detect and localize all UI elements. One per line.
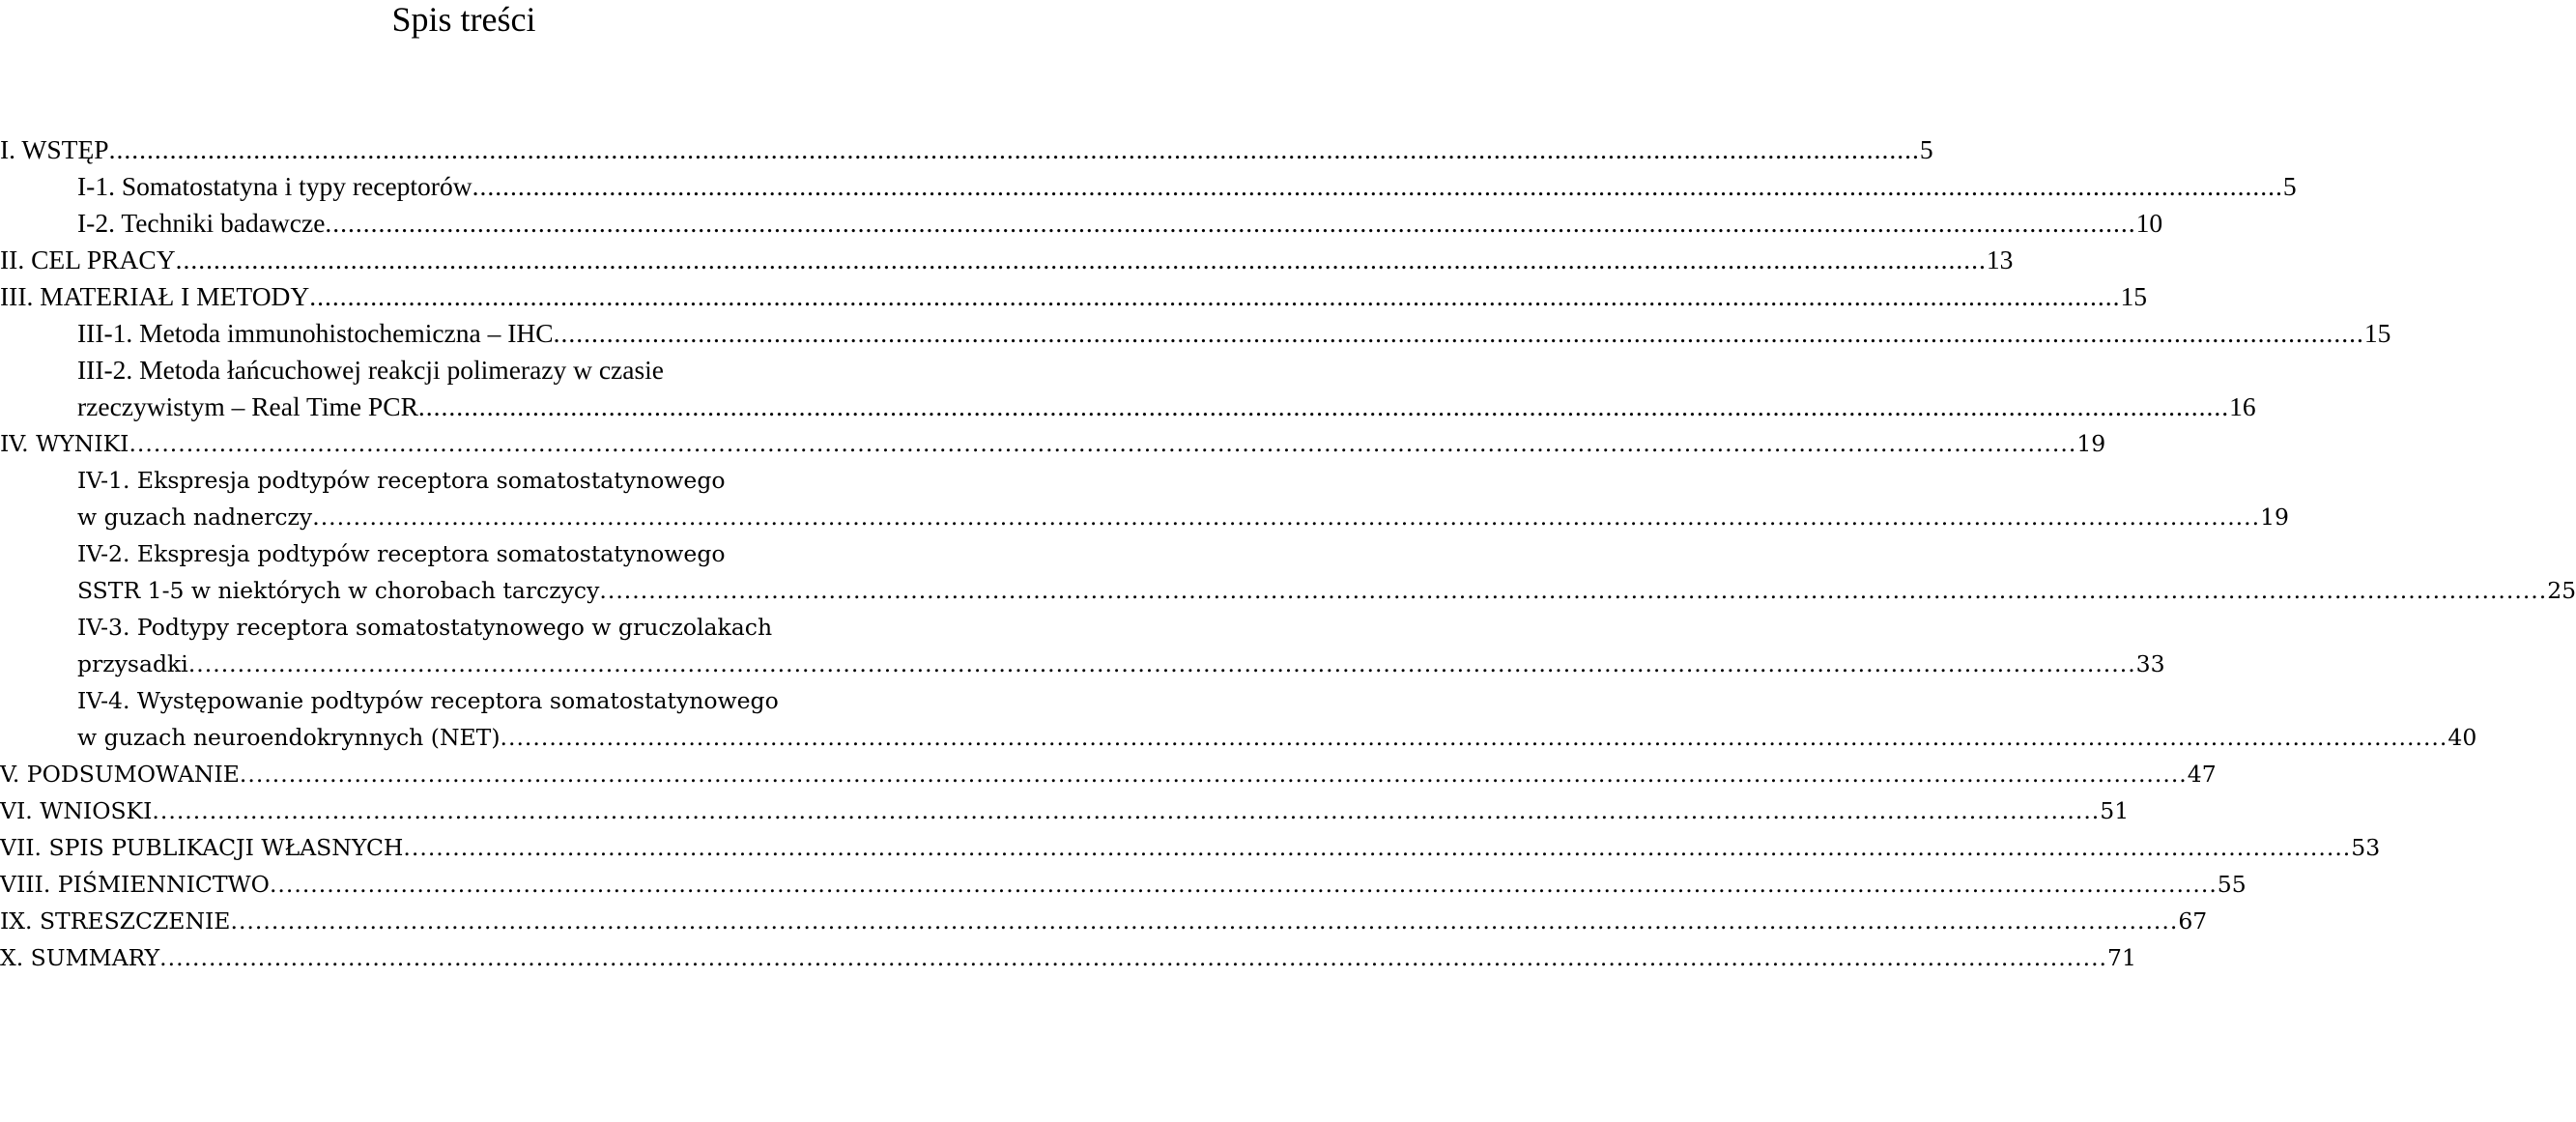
toc-entry-text: IV-3. Podtypy receptora somatostatynowego w gruczolakach: [77, 614, 773, 641]
dot-leader: [554, 315, 2364, 352]
toc-entry-text: III. MATERIAŁ I METODY: [0, 281, 310, 311]
toc-page-number: 55: [2217, 871, 2247, 898]
toc-entry-text: SSTR 1-5 w niektórych w chorobach tarczycy: [77, 577, 600, 604]
toc-entry-text: V. PODSUMOWANIE: [0, 761, 240, 788]
toc-entry-text: rzeczywistym – Real Time PCR: [77, 391, 418, 421]
toc-page-number: 71: [2107, 944, 2136, 971]
toc-entry-streszczenie[interactable]: [0, 903, 2208, 939]
dot-leader: [109, 131, 1920, 168]
toc-page-number: 67: [2178, 907, 2208, 935]
dot-leader: [230, 903, 2178, 939]
toc-page-number: 51: [2100, 797, 2130, 824]
toc-entry-text: w guzach nadnerczy: [77, 503, 313, 531]
dot-leader: [270, 866, 2218, 903]
toc-entry-text: I-1. Somatostatyna i typy receptorów: [77, 171, 472, 201]
toc-entry-pcr-line1[interactable]: [0, 352, 930, 388]
toc-entry-text: IV-1. Ekspresja podtypów receptora somatostatynowego: [77, 467, 726, 494]
toc-entry-nadnercza-line1[interactable]: [0, 462, 930, 499]
toc-entry-cel-pracy[interactable]: [0, 242, 2014, 278]
toc-entry-nadnercza-line2[interactable]: [0, 499, 2289, 535]
toc-entry-ihc[interactable]: [0, 315, 2391, 352]
toc-entry-text: I-2. Techniki badawcze: [77, 208, 326, 238]
toc-entry-techniki[interactable]: [0, 205, 2163, 242]
dot-leader: [129, 425, 2076, 462]
toc-entry-wyniki[interactable]: [0, 425, 2106, 462]
toc-entry-net-line2[interactable]: [0, 719, 2477, 756]
toc-entry-text: VII. SPIS PUBLIKACJI WŁASNYCH: [0, 834, 404, 861]
dot-leader: [152, 792, 2100, 829]
toc-entry-material[interactable]: [0, 278, 2148, 315]
toc-entry-wstep[interactable]: [0, 131, 1933, 168]
toc-page-number: 16: [2229, 391, 2256, 421]
dot-leader: [501, 719, 2448, 756]
toc-entry-text: IX. STRESZCZENIE: [0, 907, 231, 935]
toc-entry-tarczyca-line2[interactable]: [0, 572, 2576, 609]
toc-entry-text: VIII. PIŚMIENNICTWO: [0, 871, 270, 898]
toc-entry-text: VI. WNIOSKI: [0, 797, 153, 824]
dot-leader: [188, 646, 2136, 682]
toc-entry-text: X. SUMMARY: [0, 944, 160, 971]
toc-entry-przysadka-line1[interactable]: [0, 609, 930, 646]
toc-entry-text: w guzach neuroendokrynnych (NET): [77, 724, 501, 751]
toc-entry-text: IV. WYNIKI: [0, 430, 129, 457]
toc-page-number: 33: [2135, 650, 2165, 677]
dot-leader: [312, 499, 2260, 535]
toc-page-number: 47: [2187, 761, 2217, 788]
toc-page-number: 5: [1919, 134, 1933, 164]
toc-entry-pismiennictwo[interactable]: [0, 866, 2247, 903]
dot-leader: [403, 829, 2351, 866]
toc-entry-text: przysadki: [77, 650, 188, 677]
toc-page-number: 53: [2351, 834, 2381, 861]
toc-entry-text: III-1. Metoda immunohistochemiczna – IHC: [77, 318, 554, 348]
dot-leader: [472, 168, 2283, 205]
toc-entry-pcr-line2[interactable]: [0, 388, 2256, 425]
dot-leader: [309, 278, 2120, 315]
toc-entry-net-line1[interactable]: [0, 682, 930, 719]
toc-entry-text: IV-4. Występowanie podtypów receptora somatostatynowego: [77, 687, 779, 714]
table-of-contents: [0, 131, 2576, 976]
toc-page-number: 40: [2447, 724, 2477, 751]
toc-entry-text: IV-2. Ekspresja podtypów receptora somatostatynowego: [77, 540, 726, 567]
page-title: Spis treści: [391, 0, 536, 39]
toc-page-number: 13: [1986, 245, 2014, 274]
toc-page-number: 15: [2363, 318, 2391, 348]
dot-leader: [159, 939, 2107, 976]
toc-entry-text: II. CEL PRACY: [0, 245, 176, 274]
dot-leader: [176, 242, 1987, 278]
toc-entry-summary[interactable]: [0, 939, 2136, 976]
toc-page-number: 15: [2120, 281, 2148, 311]
dot-leader: [240, 756, 2188, 792]
toc-entry-przysadka-line2[interactable]: [0, 646, 2165, 682]
toc-entry-somatostatyna[interactable]: [0, 168, 2297, 205]
dot-leader: [599, 572, 2547, 609]
toc-entry-publikacje[interactable]: [0, 829, 2381, 866]
toc-entry-podsumowanie[interactable]: [0, 756, 2217, 792]
toc-page-number: 25: [2547, 577, 2576, 604]
toc-page-number: 10: [2135, 208, 2163, 238]
toc-entry-text: III-2. Metoda łańcuchowej reakcji polimerazy w czasie: [77, 355, 665, 385]
toc-entry-wnioski[interactable]: [0, 792, 2130, 829]
toc-page-number: 19: [2076, 430, 2106, 457]
toc-entry-text: I. WSTĘP: [0, 134, 109, 164]
dot-leader: [418, 388, 2229, 425]
toc-entry-tarczyca-line1[interactable]: [0, 535, 930, 572]
toc-page-number: 19: [2260, 503, 2289, 531]
dot-leader: [325, 205, 2135, 242]
toc-page-number: 5: [2282, 171, 2297, 201]
